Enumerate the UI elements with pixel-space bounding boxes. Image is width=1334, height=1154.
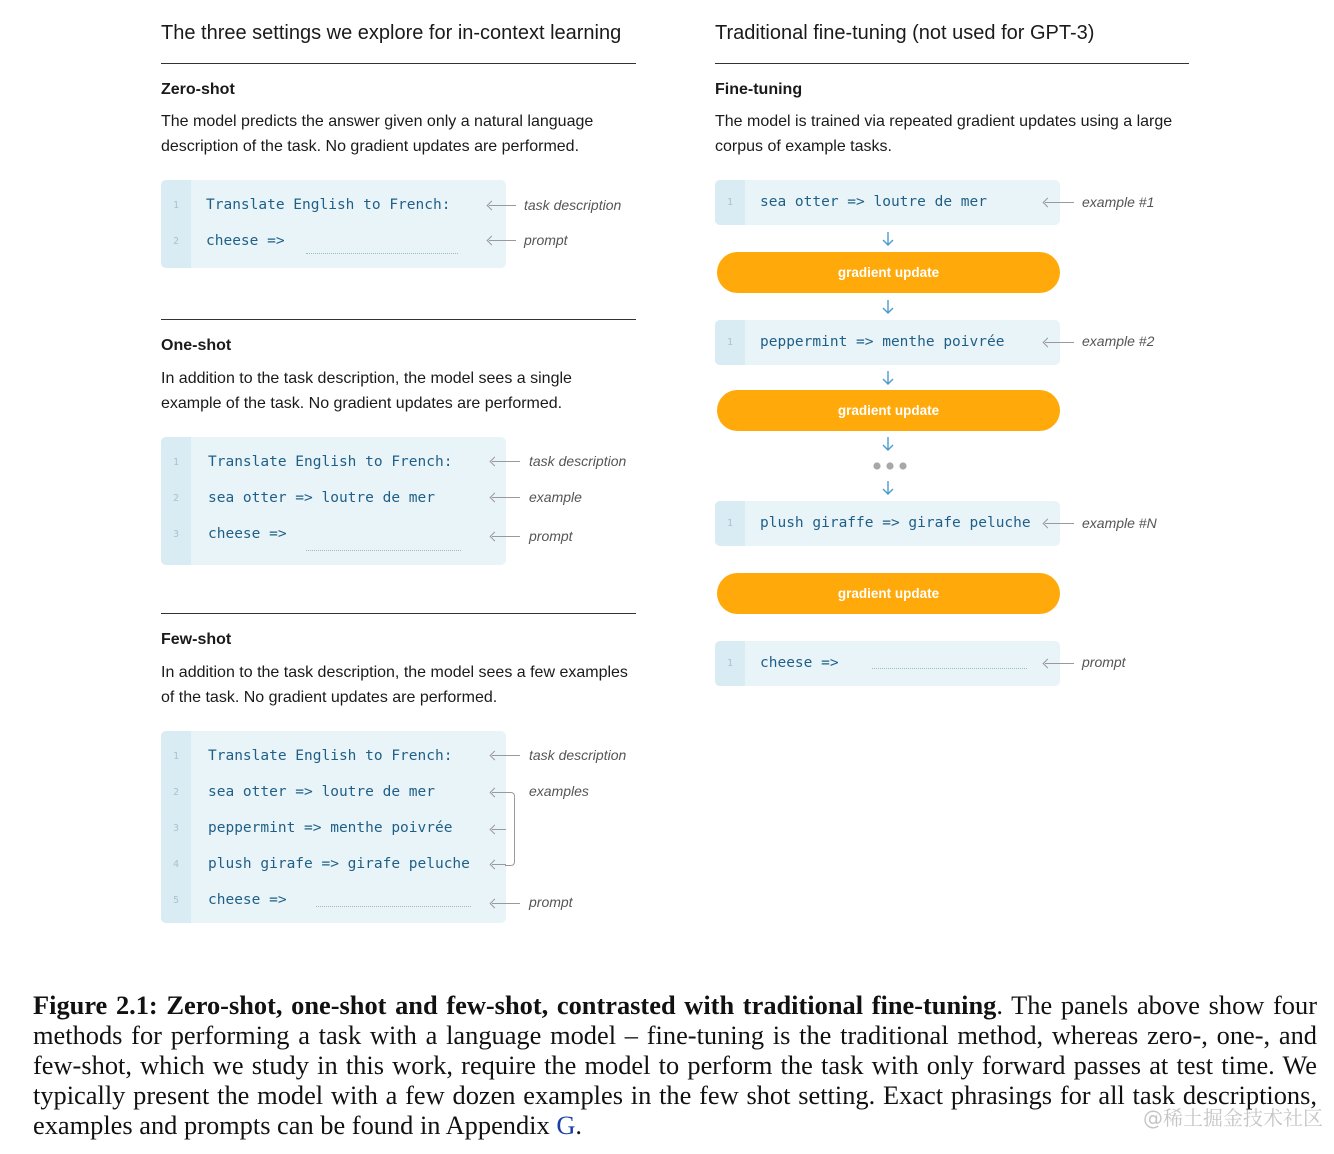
right-column-title: Traditional fine-tuning (not used for GPT-3) (715, 22, 1095, 44)
right-title-rule (715, 63, 1189, 64)
code-line: plush giraffe => girafe peluche (760, 515, 1031, 531)
one-shot-heading: One-shot (161, 337, 232, 354)
ellipsis-icon (871, 460, 909, 472)
line-number: 1 (726, 337, 734, 348)
annotation: task description (529, 453, 627, 469)
left-arrow-icon (489, 205, 516, 206)
zero-shot-code-box (161, 180, 506, 268)
annotation: prompt (529, 894, 573, 910)
code-line: sea otter => loutre de mer (208, 784, 435, 800)
annotation: prompt (1082, 654, 1126, 670)
left-arrow-icon (492, 792, 506, 793)
down-arrow-icon (881, 370, 895, 386)
left-arrow-icon (492, 829, 506, 830)
line-number: 3 (172, 529, 180, 540)
code-line: Translate English to French: (206, 197, 451, 213)
left-arrow-icon (1045, 202, 1074, 203)
few-shot-code-box (161, 731, 506, 923)
left-arrow-icon (1045, 342, 1074, 343)
left-arrow-icon (1045, 523, 1074, 524)
answer-blank (306, 253, 458, 254)
code-line: cheese => (208, 526, 287, 542)
line-number: 2 (172, 236, 180, 247)
answer-blank (316, 906, 471, 907)
down-arrow-icon (881, 299, 895, 315)
gradient-update-pill: gradient update (717, 573, 1060, 614)
line-number: 2 (172, 787, 180, 798)
annotation: prompt (524, 232, 568, 248)
line-number: 2 (172, 493, 180, 504)
caption-label: Figure 2.1: (33, 990, 158, 1020)
code-line: cheese => (760, 655, 839, 671)
line-number: 1 (172, 457, 180, 468)
answer-blank (872, 668, 1027, 669)
watermark: @稀土掘金技术社区 (1143, 1106, 1323, 1130)
down-arrow-icon (881, 436, 895, 452)
example-box (715, 180, 1060, 225)
annotation: task description (529, 747, 627, 763)
section-rule (161, 319, 636, 320)
gradient-update-pill: gradient update (717, 252, 1060, 293)
code-line: Translate English to French: (208, 454, 453, 470)
down-arrow-icon (881, 231, 895, 247)
code-line: cheese => (208, 892, 287, 908)
line-number: 1 (726, 518, 734, 529)
few-shot-heading: Few-shot (161, 631, 232, 648)
left-arrow-icon (492, 497, 520, 498)
line-number: 5 (172, 895, 180, 906)
annotation: prompt (529, 528, 573, 544)
fine-tuning-heading: Fine-tuning (715, 81, 803, 98)
annotation: example #1 (1082, 194, 1155, 210)
caption-bold-title: Zero-shot, one-shot and few-shot, contrasted with traditional fine-tuning (166, 990, 997, 1020)
caption-end: . (575, 1110, 582, 1140)
line-number: 4 (172, 859, 180, 870)
code-line: cheese => (206, 233, 285, 249)
code-line: sea otter => loutre de mer (760, 194, 987, 210)
one-shot-description: In addition to the task description, the model sees a single example of the task. No gradient updates are performed. (161, 370, 572, 412)
fine-tuning-description: The model is trained via repeated gradient updates using a large corpus of example tasks. (715, 113, 1173, 155)
line-number: 1 (726, 197, 734, 208)
line-number: 1 (172, 751, 180, 762)
answer-blank (306, 550, 461, 551)
line-number: 1 (726, 658, 734, 669)
down-arrow-icon (881, 480, 895, 496)
annotation: examples (529, 783, 589, 799)
annotation: example (529, 489, 582, 505)
left-arrow-icon (492, 461, 520, 462)
prompt-box (715, 641, 1060, 686)
left-arrow-icon (489, 240, 516, 241)
left-column-title: The three settings we explore for in-context learning (161, 22, 622, 44)
one-shot-code-box (161, 437, 506, 565)
annotation: example #N (1082, 515, 1157, 531)
code-line: Translate English to French: (208, 748, 453, 764)
annotation: example #2 (1082, 333, 1155, 349)
left-arrow-icon (492, 864, 506, 865)
code-line: peppermint => menthe poivrée (760, 334, 1005, 350)
left-arrow-icon (492, 903, 520, 904)
line-number: 3 (172, 823, 180, 834)
left-arrow-icon (1045, 663, 1074, 664)
examples-bracket (505, 792, 515, 866)
figure-caption (33, 990, 1317, 1140)
left-arrow-icon (492, 755, 520, 756)
code-line: peppermint => menthe poivrée (208, 820, 453, 836)
line-number: 1 (172, 200, 180, 211)
caption-text: . The panels above show four methods for performing a task with a language model – fine-tuning is the traditional method, whereas zero-, one-, and few-shot, which we study in this work, require the model to perform the task with only forward passes at test time. We typically present the model with a few dozen examples in the few shot setting. Exact phrasings for all task descriptions, examples and prompts can be found in Appendix (33, 990, 1317, 1140)
left-title-rule (161, 63, 636, 64)
code-line: plush girafe => girafe peluche (208, 856, 470, 872)
left-arrow-icon (492, 536, 520, 537)
annotation: task description (524, 197, 622, 213)
few-shot-description: In addition to the task description, the model sees a few examples of the task. No gradient updates are performed. (161, 664, 628, 706)
code-line: sea otter => loutre de mer (208, 490, 435, 506)
gradient-update-pill: gradient update (717, 390, 1060, 431)
zero-shot-heading: Zero-shot (161, 81, 235, 98)
line-gutter (161, 180, 191, 268)
example-box (715, 320, 1060, 365)
appendix-link[interactable]: G (556, 1110, 576, 1140)
section-rule (161, 613, 636, 614)
example-box (715, 501, 1060, 546)
zero-shot-description: The model predicts the answer given only a natural language description of the task. No gradient updates are performed. (161, 113, 594, 155)
